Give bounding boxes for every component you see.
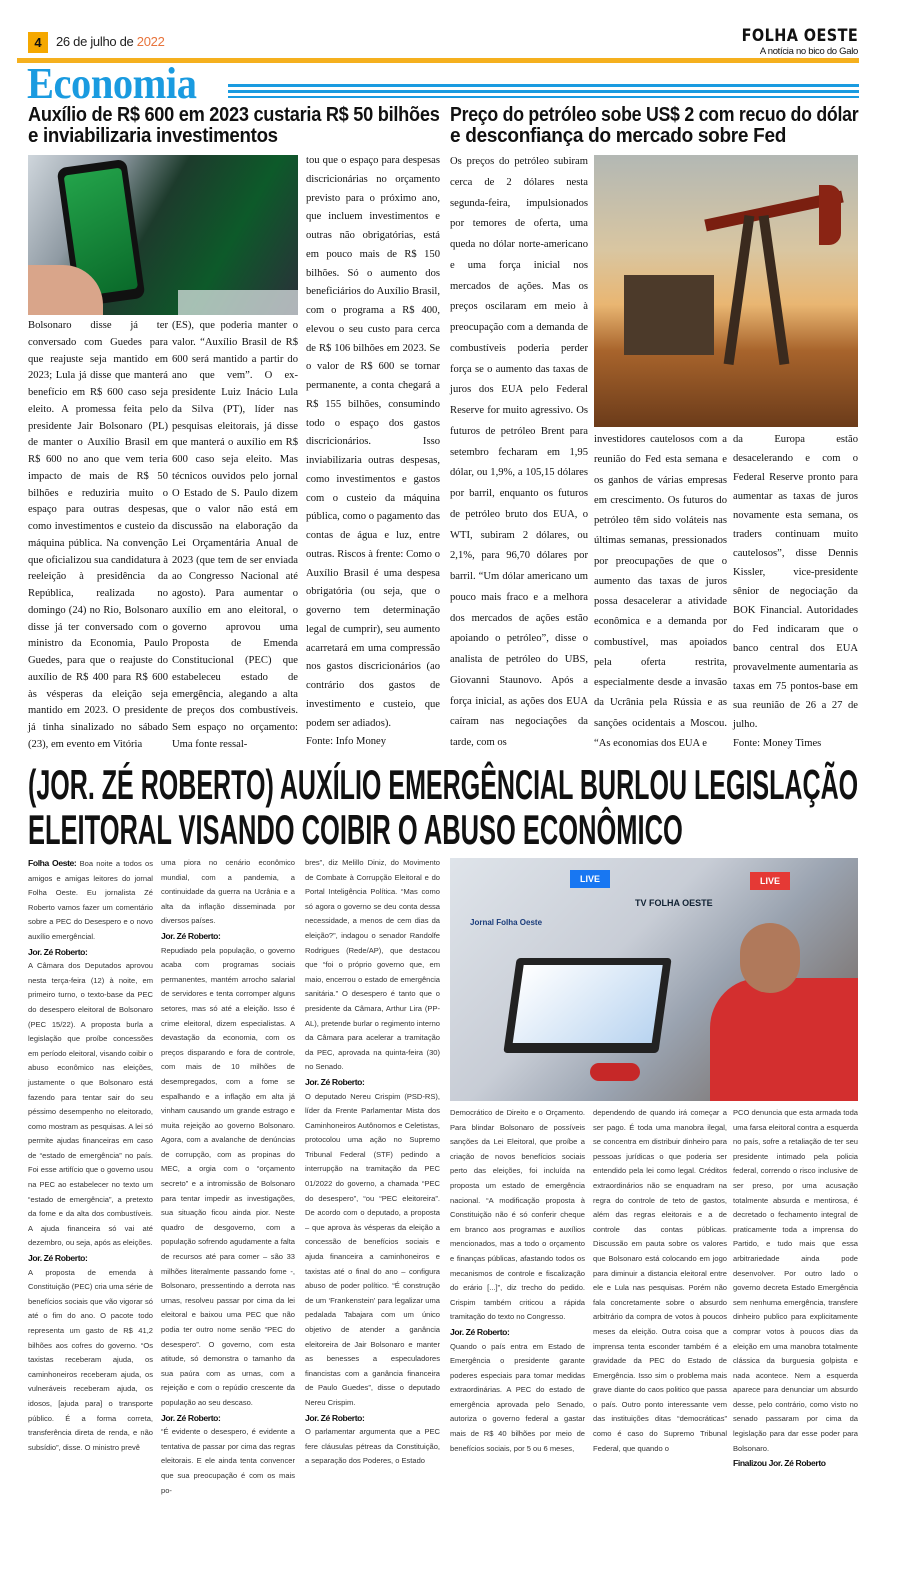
paragraph: Repudiado pela população, o governo acaba com programas sociais permanentes, mantém arrocho salarial de servidores e tenta corromper alguns setores, mas só até a eleição. Isso é crime eleitoral, dizem especialistas. A devastação da economia, com os preços disparando e fora de controle, com mais de 10 milhões de desempregados, com a fome se espalhando e a inflação em alta já vinham causando um grande estrago e muita rejeição ao governo Bolsonaro. Agora, com a avalanche de denúncias de corrupção, com as propinas do MEC, a orgia com o “orçamento secreto” e a intromissão de Bolsonaro para tentar impedir as investigações, sua situação ficou ainda pior. Neste quadro de desgoverno, com a população sofrendo agudamente a falta de recursos até para comer – são 33 milhões literalmente passando fome -, Bolsonaro, pressentindo a derrota nas urnas, resolveu passar por cima da lei eleitoral e baixou uma PEC que não podia ter outro nome senão “PEC do desespero”. O governo, com esta atitude, só demonstra o tamanho da sua paúra com as urnas, com a rejeição e com o repúdio crescente da população ao seu descaso. xyxy=(161,945,295,1407)
date-prefix: 26 de julho de xyxy=(56,34,137,49)
lead-in: Folha Oeste: xyxy=(28,858,77,868)
section-stripe xyxy=(228,96,859,98)
paragraph: “É evidente o desespero, é evidente a tentativa de passar por cima das regras eleitorais. E ele ainda tenta convencer que sua preocupação é com os mais po- xyxy=(161,1427,295,1495)
headline-petroleo xyxy=(450,105,899,147)
byline-subhead: Jor. Zé Roberto: xyxy=(28,946,88,957)
pumpjack-leg xyxy=(724,215,755,365)
man-head xyxy=(740,923,800,993)
headline-auxilio xyxy=(28,105,481,147)
date-year: 2022 xyxy=(136,34,165,49)
paragraph: Quando o país entra em Estado de Emergência o presidente garante poderes especiais para tomar medidas extraordinárias. A PEC do estado de emergência aprovada pelo Senado, autoriza o governo federal a gastar mais de R$ 40 bilhões por meio de benefícios sociais, por 5 ou 6 meses, xyxy=(450,1341,585,1453)
microphone-shape xyxy=(590,1063,640,1081)
article-column xyxy=(161,856,295,1498)
byline-subhead: Jor. Zé Roberto: xyxy=(161,930,221,941)
issue-date xyxy=(56,34,165,49)
article-column xyxy=(28,318,168,754)
article-column xyxy=(450,152,588,754)
photo-oil-pumpjack xyxy=(594,155,858,427)
byline-subhead: Jor. Zé Roberto: xyxy=(305,1412,365,1423)
article-column xyxy=(733,1106,858,1471)
studio-sign: Jornal Folha Oeste xyxy=(470,918,543,927)
article-column xyxy=(172,318,298,754)
photo-studio-journalist xyxy=(450,858,858,1101)
article-column xyxy=(593,1106,727,1456)
byline-subhead: Finalizou Jor. Zé Roberto xyxy=(733,1458,826,1469)
live-badge: LIVE xyxy=(750,872,790,890)
paragraph: Democrático de Direito e o Orçamento. Para blindar Bolsonaro de possíveis sanções da Lei Eleitoral, que proíbe a criação de novos benefícios sociais perto das eleições, foi incluída na proposta um estado de emergência nacional. “A modificação proposta à Constituição não é só conferir cheque em branco aos programas e auxílios mencionados, mas a todo o orçamento e finanças públicas, afastando todos os mecanismos de controle e fiscalização do erário [...]”, diz trecho do pedido. Crispim também criticou a rápida tramitação do texto no Congresso. xyxy=(450,1108,585,1322)
paragraph: dependendo de quando irá começar a ser pago. É toda uma manobra ilegal, se concentra em distribuir dinheiro para pessoas jurídicas o que poderia ser entendido pela lei como legal. Créditos extraordinários não se enquadram na regra do controle de teto de gastos, além das regras eleitorais e a de controle das contas públicas. Discussão em pauta sobre os valores que Bolsonaro está colocando em jogo para diminuir a distancia eleitoral entre ele e Lula nas pesquisas. Porém não fala concretamente sobre o absurdo arbitrário da compra de votos à poucos meses da eleição. Outra coisa que a imprensa tenta esconder também é a gravidade da PEC do Estado de Emergência. Isso sim o problema mais grave diante do caos politico que passa o país. Outro ponto interessante vem das instituições ditas “democráticas” como é caso do Supremo Tribunal Federal, que quando o xyxy=(593,1108,727,1453)
headline-line: e desconfiança do mercado sobre Fed xyxy=(450,125,787,147)
article-column xyxy=(305,856,440,1469)
article-column xyxy=(450,1106,585,1456)
byline-subhead: Jor. Zé Roberto: xyxy=(450,1326,510,1337)
headline-line: e inviabilizaria investimentos xyxy=(28,125,278,147)
paragraph: uma piora no cenário econômico mundial, com a pandemia, a continuidade da guerra na Ucrânia e a alta da inflação disseminada por diversos países. xyxy=(161,858,295,926)
newspaper-tagline: A notícia no bico do Galo xyxy=(759,46,858,57)
paragraph: O parlamentar argumenta que a PEC fere cláusulas pétreas da Constituição, a separação dos Poderes, o Estado xyxy=(305,1427,440,1466)
paragraph: Fonte: Info Money xyxy=(306,736,387,748)
headline-line: Preço do petróleo sobe US$ 2 com recuo do dólar xyxy=(450,104,859,126)
pumpjack-leg xyxy=(759,215,790,365)
paragraph: (ES), que poderia manter o valor. “Auxílio Brasil de R$ 600 será mantido a partir do ano que vem”. O ex-presidente Luiz Inácio Lula da Silva (PT), líder nas pesquisas eleitorais, já disse que manterá o auxílio em R$ 600 caso seja eleito. Mas técnicos ouvidos pelo jornal O Estado de S. Paulo dizem que o valor não está em discussão na elaboração da Lei Orçamentária Anual de 2023 (que tem de ser enviada ao Congresso Nacional até agosto). Para aumentar o auxílio em ano eleitoral, o governo aprovou uma Proposta de Emenda Constitucional (PEC) que estabeleceu estado de emergência, alegando a alta de preços dos combustíveis. Sem espaço no orçamento: Uma fonte ressal- xyxy=(172,320,298,750)
paragraph: O deputado Nereu Crispim (PSD-RS), líder da Frente Parlamentar Mista dos Caminhoneiros Autônomos e Celetistas, protocolou uma ação no Supremo Tribunal Federal (STF) pedindo a interrupção na tramitação da PEC 01/2022 do governo, a chamada “PEC do desespero”, “ou “PEC eleitoreira”. De acordo com o deputado, a proposta – que aprova às vésperas da eleição a concessão de benefícios sociais e ajuda financeira a caminhoneiros e taxistas até o final do ano – configura abuso de poder político. “É construção de um ‘Frankenstein’ para legalizar uma pedalada Tabajara com um único objetivo de atender a ganância eleitoreira de Jair Bolsonaro e manter as benesses a especuladores financistas com a ganância financeira de Paulo Guedes”, disse o deputado Nereu Crispim. xyxy=(305,1091,440,1407)
headline-line: Auxílio de R$ 600 em 2023 custaria R$ 50 bilhões xyxy=(28,104,440,126)
laptop-shape xyxy=(503,958,671,1053)
byline-subhead: Jor. Zé Roberto: xyxy=(28,1253,88,1264)
headline-line: (JOR. ZÉ ROBERTO) AUXÍLIO EMERGÊNCIAL BURLOU LEGISLAÇÃO xyxy=(28,761,859,808)
paragraph: Fonte: Money Times xyxy=(733,738,822,749)
keyboard-shape xyxy=(178,290,298,315)
page-number: 4 xyxy=(28,32,48,53)
byline-subhead: Jor. Zé Roberto: xyxy=(161,1412,221,1423)
pumpjack-motor xyxy=(624,275,714,355)
section-stripe xyxy=(228,84,859,87)
laptop-screen xyxy=(513,965,663,1043)
paragraph: PCO denuncia que esta armada toda uma farsa eleitoral contra a esquerda no país, sofre a retaliação de ter seu presidente intimado pela policia federal, correndo o risco inclusive de ser preso, por uma acusação totalmente absurda e mentirosa, é decretado o fechamento integral de praticamente toda a imprensa do Partido, e tudo mais que essa arbitrariedade ainda pode desenvolver. Por outro lado o governo decreta Estado Emergência sem nenhuma emergência, transfere dinheiro publico para explicitamente comprar votos à poucos dias da eleição em uma manobra totalmente clássica da burguesia golpista e nada acontece. Nem a esquerda aparece para denunciar um absurdo desse, pelo contrário, como visto no senado passaram por cima da legislação para dar esse poder para Bolsonaro. xyxy=(733,1108,859,1453)
paragraph-text: Boa noite a todos os amigos e amigas leitores do jornal Folha Oeste. Eu jornalista Zé Roberto vamos fazer um comentário sobre a PEC do Desespero e o novo auxílio emergêncial. xyxy=(28,859,153,941)
photo-auxilio-brasil-phone xyxy=(28,155,298,315)
newspaper-brand: FOLHA OESTE xyxy=(741,26,858,46)
paragraph: bres”, diz Melillo Diniz, do Movimento de Combate à Corrupção Eleitoral e do Portal Inteligência Política. “Mas como só agora o governo se deu conta dessa necessidade, a menos de cem dias da eleição?”, indagou o senador Randolfe Rodrigues (Rede/AP), que destacou que “foi o próprio governo que, em maio, encerrou o estado de emergência sanitária.” O desespero é tanto que o presidente da Câmara, Arthur Lira (PP-AL), pretende burlar o regimento interno da Câmara para acelerar a tramitação da PEC, aprovada na quinta-feira (30) no Senado. xyxy=(305,858,440,1072)
paragraph: A proposta de emenda à Constituição (PEC) cria uma série de benefícios sociais que vão vigorar só até o fim do ano. O pacote todo representa um gasto de R$ 41,2 bilhões aos cofres do governo. “Os taxistas receberam ajuda, os caminhoneiros receberam ajuda, os vulneráveis receberam ajuda, os idosos, [ajuda para] o transporte público. É a forma correta, transferência direta de renda, e não subsídio”, disse. O ministro prevê xyxy=(28,1267,153,1452)
article-column xyxy=(733,430,858,753)
article-column xyxy=(28,856,153,1455)
studio-sign: TV FOLHA OESTE xyxy=(635,898,713,908)
paragraph: Os preços do petróleo subiram cerca de 2 dólares nesta segunda-feira, impulsionados por temores de oferta, uma queda no dólar norte-americano e uma força inicial nos mercados de ações. Mas os preços oscilaram em meio à preocupação com a demanda de combustíveis poderia perder força se o aumento das taxas de juros dos EUA pelo Federal Reserve for muito agressivo. Os futuros de petróleo Brent para setembro fecharam em 1,95 dólar, ou 1,9%, a 105,15 dólares por barril, enquanto os futuros de petróleo bruto dos EUA, o WTI, subiram 2 dólares, ou 2,1%, para 96,70 dólares por barril. “Um dólar americano um pouco mais fraco e a melhora dos mercados de ações estão apoiando o petróleo”, disse o analista de petróleo do UBS, Giovanni Staunovo. Após a força inicial, as ações dos EUA caíram nas negociações da tarde, com os xyxy=(450,156,588,748)
section-title: Economia xyxy=(27,59,197,108)
paragraph: A Câmara dos Deputados aprovou nesta terça-feira (12) à noite, em primeiro turno, o texto-base da PEC do desespero eleitoral de Bolsonaro (PEC 15/22). A proposta burla a legislação que proíbe concessões em período eleitoral, visando coibir o abuso econômico nas eleições, justamente o que Bolsonaro está fazendo para tentar sair do seu péssimo desempenho no eleitorado, como mostram as pesquisas. A lei só permite ajudas financeiras em caso de “estado de emergência” no país. Foi esse artifício que o governo usou na PEC ao estabelecer no texto um “estado de emergência”, a pretexto da fome e da alta dos combustíveis. A ajuda financeira só vai até dezembro, ou seja, após as eleições. xyxy=(28,961,153,1248)
paragraph: Bolsonaro disse já ter conversado com Guedes para que reajuste seja mantido em 2023; Lula já disse que manterá benefício em R$ 600 caso seja eleito. A promessa feita pelo presidente Jair Bolsonaro (PL) de manter o Auxílio Brasil em R$ 600 no ano que vem teria impacto de mais de R$ 50 bilhões e reduziria muito o espaço para outras despesas, como investimentos e custeio da máquina pública. Na convenção que oficializou sua candidatura à reeleição à presidência da República, realizada no domingo (24) no Rio, Bolsonaro disse já ter conversado com o ministro da Economia, Paulo Guedes, para que o reajuste do auxílio de R$ 400 para R$ 600 às vésperas da eleição seja mantido em 2023. O presidente já tinha sinalizado no sábado (23), em evento em Vitória xyxy=(28,320,168,750)
headline-opiniao xyxy=(28,762,899,852)
live-badge: LIVE xyxy=(570,870,610,888)
paragraph: investidores cautelosos com a reunião do Fed esta semana e os ganhos de várias empresas em crescimento. Os futuros do petróleo têm sido voláteis nas últimas semanas, pressionados por preocupações de que o aumento das taxas de juros possa desacelerar a atividade econômica e a demanda por combustível, mas apoiados pela oferta restrita, especialmente desde a invasão da Ucrânia pela Rússia e as sanções ocidentais a Moscou. “As economias dos EUA e xyxy=(594,434,727,749)
pumpjack-head xyxy=(819,185,841,245)
section-stripe xyxy=(228,90,859,93)
paragraph: da Europa estão desacelerando e com o Federal Reserve pronto para aumentar as taxas de juros novamente esta semana, os traders continuam muito cautelosos”, disse Dennis Kissler, vice-presidente sênior de negociação da BOK Financial. Autoridades do Fed indicaram que o banco central dos EUA provavelmente aumentaria as taxas em 75 pontos-base em sua reunião de 26 a 27 de julho. xyxy=(733,434,858,730)
headline-line: ELEITORAL VISANDO COIBIR O ABUSO ECONÔMICO xyxy=(28,806,683,853)
paragraph: tou que o espaço para despesas discricionárias no orçamento previsto para o próximo ano, que incluem investimentos e outras não obrigatórias, está em pouco mais de R$ 150 bilhões. Só o aumento dos beneficiários do Auxílio Brasil, com o programa a R$ 400, elevou o seu custo para cerca de R$ 106 bilhões em 2023. Se o valor de R$ 600 se tornar permanente, a conta chegará a R$ 155 bilhões, consumindo todo o espaço dos gastos discricionários. Isso inviabilizaria outras despesas, como investimentos e gastos com o custeio da máquina pública, como o pagamento das contas de água e luz, entre outras. Riscos à frente: Como o Auxílio Brasil é uma despesa obrigatória (ou seja, que o governo tem determinação legal de cumprir), seu aumento acarretará em uma compressão nos gastos discricionários (ao contrário dos gastos de investimento e custeio, que podem ser adiados). xyxy=(306,155,440,729)
man-red-shirt xyxy=(710,978,858,1101)
paragraph xyxy=(28,856,153,945)
article-column xyxy=(594,430,727,754)
byline-subhead: Jor. Zé Roberto: xyxy=(305,1076,365,1087)
article-column xyxy=(306,152,440,752)
